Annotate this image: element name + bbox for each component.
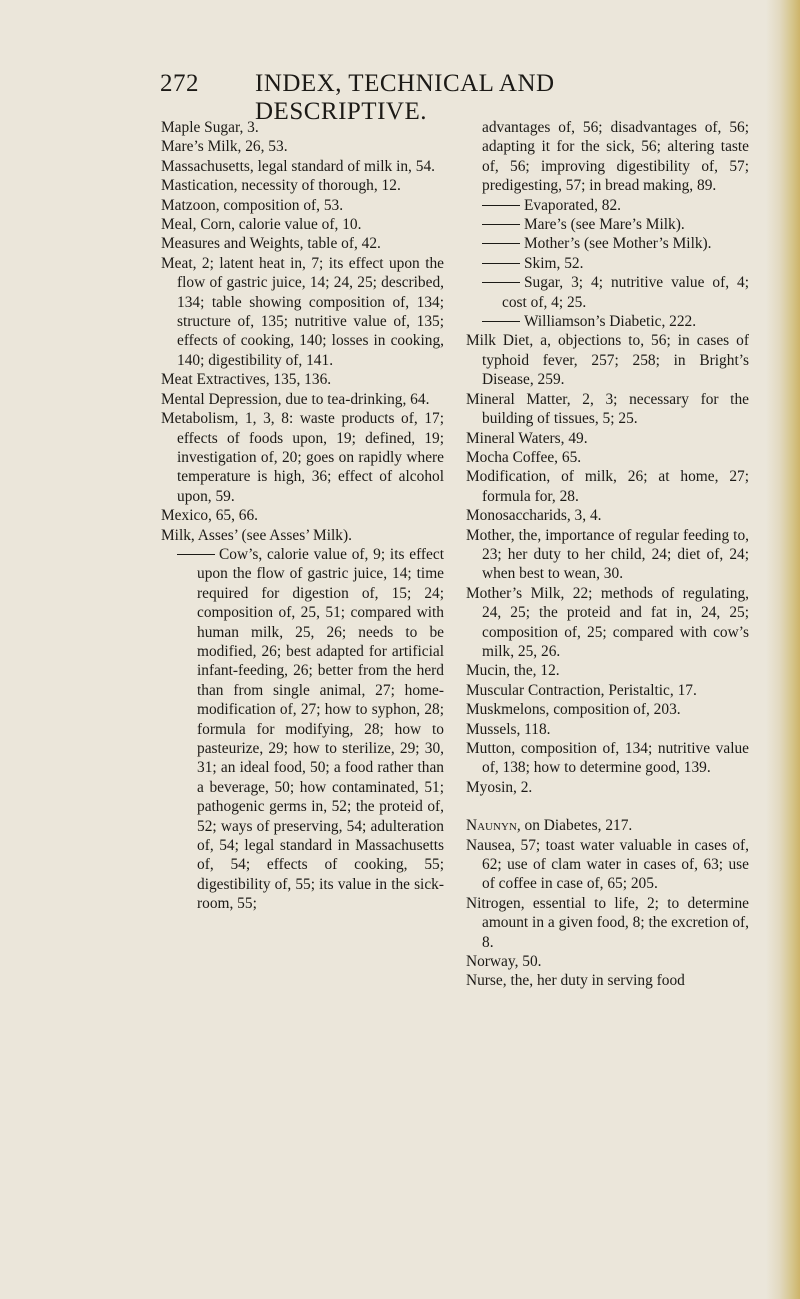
entry-text: Muskmelons, composition of, 203. — [466, 701, 681, 719]
entry-text: Meat Extractives, 135, 136. — [161, 371, 332, 389]
index-subentry — [466, 312, 749, 331]
index-subentry — [466, 196, 749, 215]
entry-text: Mare’s (see Mare’s Milk). — [524, 216, 685, 234]
index-entry — [466, 700, 749, 719]
index-entry — [161, 234, 444, 253]
index-entry — [466, 952, 749, 971]
entry-text: Metabolism, 1, 3, 8: waste products of, 17; effects of foods upon, 19; defined, 19; investigation of, 20; goes on rapidly where temperature is high, 36; effect of alcohol upon, 59. — [161, 410, 444, 505]
index-entry — [161, 506, 444, 525]
subentry-dash — [482, 282, 520, 283]
page-number: 272 — [160, 70, 199, 97]
page-header — [160, 70, 720, 125]
index-entry — [161, 157, 444, 176]
index-entry — [466, 331, 749, 389]
index-entry — [466, 526, 749, 584]
entry-text: Mare’s Milk, 26, 53. — [161, 138, 288, 156]
entry-text: Mineral Waters, 49. — [466, 429, 588, 447]
index-entry — [161, 176, 444, 195]
index-subentry — [161, 545, 444, 914]
entry-text: Sugar, 3; 4; nutritive value of, 4; cost of, 4; 25. — [502, 274, 749, 311]
subentry-dash — [482, 263, 520, 264]
entry-text: Mucin, the, 12. — [466, 662, 560, 680]
page-edge-shadow — [766, 0, 800, 1299]
entry-text: Mutton, composition of, 134; nutritive value of, 138; how to determine good, 139. — [466, 740, 749, 777]
index-entry — [161, 370, 444, 389]
entry-text: Meal, Corn, calorie value of, 10. — [161, 216, 362, 234]
index-entry — [466, 467, 749, 506]
index-entry — [161, 215, 444, 234]
entry-text: Williamson’s Diabetic, 222. — [524, 313, 697, 331]
entry-text: Milk, Asses’ (see Asses’ Milk). — [161, 526, 352, 544]
entry-text: Mother’s Milk, 22; methods of regulating, 24, 25; the proteid and fat in, 24, 25; composition of, 25; compared with cow’s milk, 25, 26. — [466, 584, 749, 660]
index-subentry — [466, 234, 749, 253]
entry-text: Mastication, necessity of thorough, 12. — [161, 177, 401, 195]
index-column-left — [161, 118, 444, 914]
subentry-dash — [482, 321, 520, 322]
index-entry — [161, 526, 444, 545]
index-entry — [466, 894, 749, 952]
entry-text: Nitrogen, essential to life, 2; to determine amount in a given food, 8; the excretion of, 8. — [466, 894, 749, 951]
index-entry — [466, 681, 749, 700]
entry-text: Myosin, 2. — [466, 778, 533, 796]
entry-text: Nausea, 57; toast water valuable in cases of, 62; use of clam water in cases of, 63; use of coffee in case of, 65; 205. — [466, 836, 749, 893]
index-entry — [466, 778, 749, 797]
index-entry — [466, 836, 749, 894]
index-subentry — [466, 273, 749, 312]
index-entry — [466, 739, 749, 778]
index-entry — [466, 720, 749, 739]
index-entry — [466, 448, 749, 467]
entry-text: Modification, of milk, 26; at home, 27; formula for, 28. — [466, 468, 749, 505]
index-entry — [466, 506, 749, 525]
index-subentry — [466, 254, 749, 273]
entry-text: Meat, 2; latent heat in, 7; its effect upon the flow of gastric juice, 14; 24, 25; described, 134; table showing composition of, 134; structure of, 135; nutritive value of, 135; effects of cooking, 140; losses in cooking, 140; digestibility of, 141. — [161, 254, 444, 369]
entry-text: Mexico, 65, 66. — [161, 507, 259, 525]
index-subentry — [466, 215, 749, 234]
index-entry — [466, 971, 749, 990]
entry-text: Mussels, 118. — [466, 720, 551, 738]
index-entry — [161, 254, 444, 370]
index-entry — [466, 816, 749, 835]
entry-text: advantages of, 56; disadvantages of, 56; adapting it for the sick, 56; altering taste of, 56; improving digestibility of, 57; predigesting, 57; in bread making, 89. — [482, 119, 749, 195]
entry-text: Matzoon, composition of, 53. — [161, 196, 344, 214]
entry-text: Mother’s (see Mother’s Milk). — [524, 235, 712, 253]
entry-text: Norway, 50. — [466, 953, 542, 971]
entry-text: Milk Diet, a, objections to, 56; in cases of typhoid fever, 257; 258; in Bright’s Disease, 259. — [466, 332, 749, 389]
entry-text: Mocha Coffee, 65. — [466, 448, 582, 466]
index-entry — [466, 390, 749, 429]
index-entry — [161, 137, 444, 156]
entry-text: Cow’s, calorie value of, 9; its effect upon the flow of gastric juice, 14; time required for digestion of, 15; 24; composition of, 25, 51; compared with human milk, 25, 26; needs to be modified, 26; best adapted for artificial infant-feeding, 26; better from the herd than from single animal, 27; home-modification of, 27; how to syphon, 28; formula for modifying, 28; how to pasteurize, 29; how to sterilize, 29; 30, 31; an ideal food, 50; a food rather than a beverage, 50; how contaminated, 51; pathogenic germs in, 52; the proteid of, 52; ways of preserving, 54; adulteration of, 54; legal standard in Massachusetts of, 54; effects of cooking, 55; digestibility of, 55; its value in the sick-room, 55; — [197, 545, 444, 913]
subentry-dash — [482, 224, 520, 225]
entry-text: Nurse, the, her duty in serving food — [466, 972, 685, 990]
index-entry — [161, 390, 444, 409]
subentry-dash — [482, 205, 520, 206]
author-name: Naunyn — [466, 817, 517, 835]
index-entry — [161, 196, 444, 215]
entry-text: Measures and Weights, table of, 42. — [161, 235, 381, 253]
index-column-right — [466, 118, 749, 991]
entry-text: Evaporated, 82. — [524, 196, 622, 214]
subentry-dash — [177, 554, 215, 555]
entry-text: Massachusetts, legal standard of milk in, 54. — [161, 157, 435, 175]
subentry-dash — [482, 243, 520, 244]
entry-text: Mental Depression, due to tea-drinking, 64. — [161, 390, 430, 408]
index-entry — [466, 661, 749, 680]
page-title: INDEX, TECHNICAL AND DESCRIPTIVE. — [255, 70, 555, 125]
entry-text: Mother, the, importance of regular feeding to, 23; her duty to her child, 24; diet of, 24; when best to wean, 30. — [466, 526, 749, 583]
entry-text: , on Diabetes, 217. — [516, 817, 633, 835]
entry-text: Mineral Matter, 2, 3; necessary for the building of tissues, 5; 25. — [466, 390, 749, 428]
index-entry — [161, 409, 444, 506]
entry-text: Skim, 52. — [524, 254, 584, 272]
entry-text: Monosaccharids, 3, 4. — [466, 507, 602, 525]
index-entry — [466, 429, 749, 448]
index-entry-continuation — [466, 118, 749, 196]
entry-text: Muscular Contraction, Peristaltic, 17. — [466, 681, 697, 699]
entry-text: Maple Sugar, 3. — [161, 119, 259, 136]
index-entry — [161, 118, 444, 137]
index-entry — [466, 584, 749, 662]
